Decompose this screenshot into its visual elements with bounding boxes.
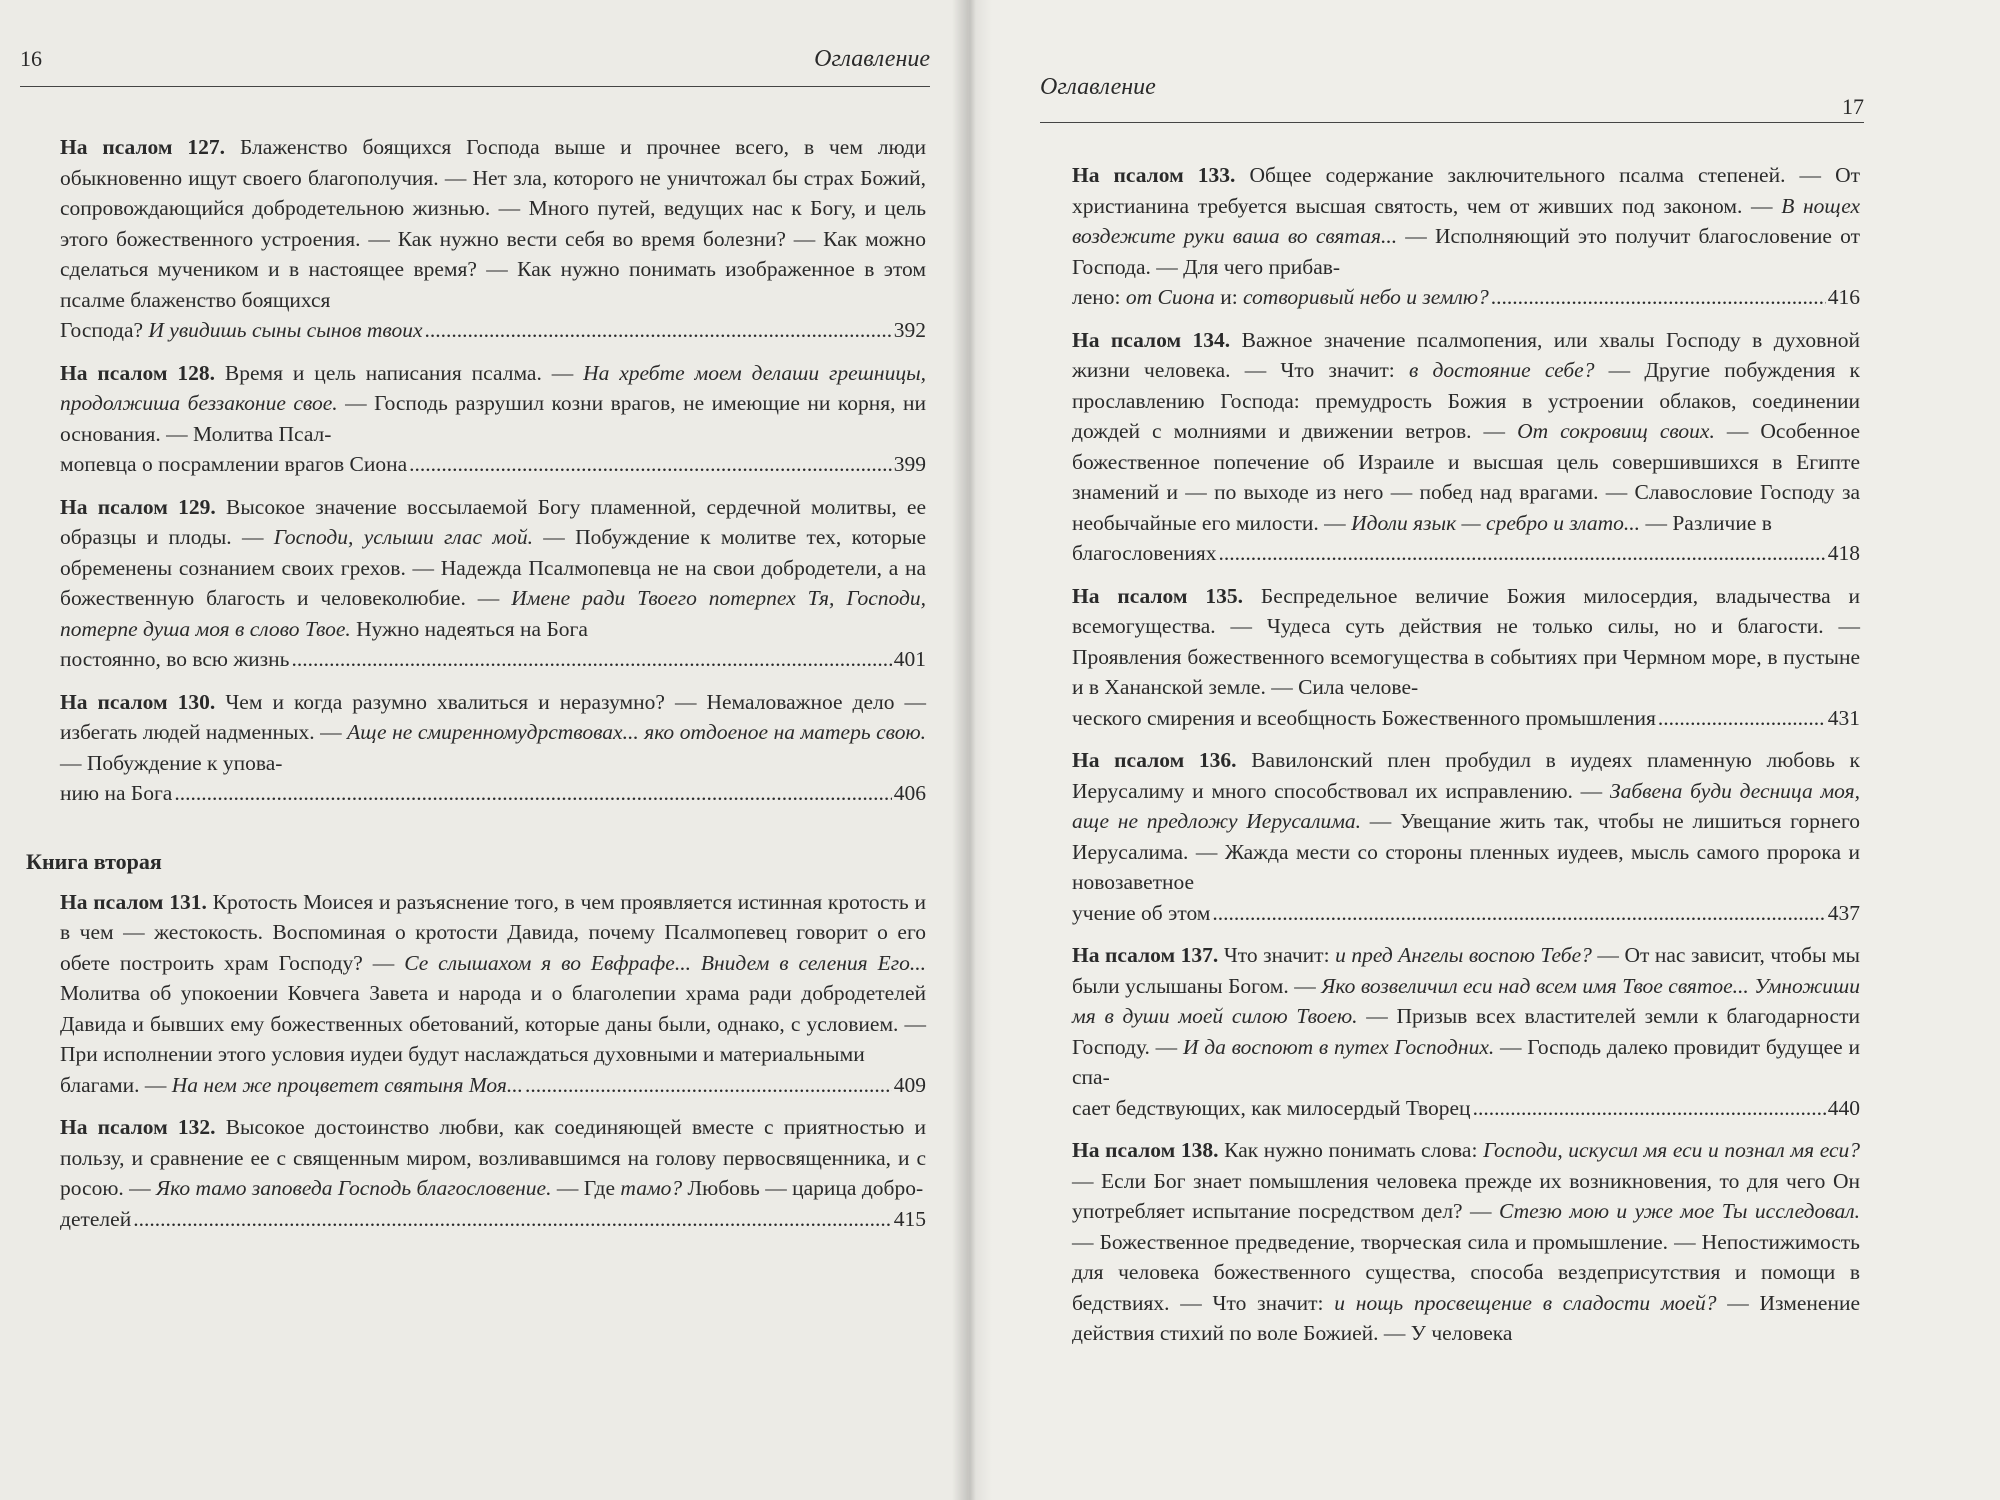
toc-entry-132: На псалом 132. Высокое достоинство любви, как соединяющей вместе с приятностью и пользу, и сравнение ее с священным миром, возливавшимся на голову первосвященника, и с росою. — Яко тамо заповеда Господь благословение. — Где тамо? Любовь — царица добро- детелей ..... 415 xyxy=(60,1112,926,1234)
entry-last-line: мопевца о посрамлении врагов Сиона ..... 399 xyxy=(60,449,926,480)
entry-last-line: лено: от Сиона и: сотворивый небо и землю? ..... 416 xyxy=(1072,282,1860,313)
right-header xyxy=(1040,74,1864,119)
entry-page: 437 xyxy=(1827,900,1860,925)
running-head: Оглавление xyxy=(814,46,930,72)
toc-entry-135: На псалом 135. Беспредельное величие Божия милосердия, владычества и всемогущества. — Чудеса суть действия не только силы, но и благости. — Проявления божественного всемогущества в событиях при Чермном море, в пустыне и в Хананской земле. — Сила челове- ческого смирения и всеобщность Божественного промышления ..... 431 xyxy=(1072,581,1860,734)
toc-entry-130: На псалом 130. Чем и когда разумно хвалиться и неразумно? — Немаловажное дело — избегать людей надменных. — Аще не смиренномудрствовах... яко отдоеное на матерь свою. — Побуждение к упова- нию на Бога ..... 406 xyxy=(60,687,926,809)
entry-head: На псалом 134. xyxy=(1072,327,1231,352)
toc-entry-136: На псалом 136. Вавилонский плен пробудил в иудеях пламенную любовь к Иерусалиму и много способствовал их исправлению. — Забвена буди десница моя, аще не предложу Иерусалима. — Увещание жить так, чтобы не лишиться горнего Иерусалима. — Жажда мести со стороны пленных иудеев, мысль самого пророка и новозаветное учение об этом ..... 437 xyxy=(1072,745,1860,928)
entry-page: 409 xyxy=(893,1072,926,1097)
dot-leader xyxy=(133,1204,892,1235)
entry-last-line: благословениях ..... 418 xyxy=(1072,538,1860,569)
dot-leader xyxy=(174,778,891,809)
dot-leader xyxy=(292,644,892,675)
left-content xyxy=(26,132,927,1246)
page-number: 16 xyxy=(20,46,42,71)
entry-last-line: Господа? И увидишь сыны сынов твоих ..... 392 xyxy=(60,315,926,346)
toc-entry-134: На псалом 134. Важное значение псалмопения, или хвалы Господу в духовной жизни человека. — Что значит: в достояние себе? — Другие побуждения к прославлению Господа: премудрость Божия в устроении облаков, соединении дождей с молниями и движении ветров. — От сокровищ своих. — Особенное божественное попечение об Израиле и высшая цель совершившихся в Египте знамений и — по выходе из него — побед над врагами. — Славословие Господу за необычайные его милости. — Идоли язык — сребро и злато... — Различие в благословениях ..... 418 xyxy=(1072,325,1860,569)
toc-entry-128: На псалом 128. Время и цель написания псалма. — На хребте моем делаши грешницы, продолжиша беззаконие свое. — Господь разрушил козни врагов, не имеющие ни корня, ни основания. — Молитва Псал- мопевца о посрамлении врагов Сиона ..... 399 xyxy=(60,358,926,480)
toc-entry-127 xyxy=(60,132,926,346)
entry-page: 401 xyxy=(893,647,926,671)
header-rule xyxy=(20,86,930,87)
entry-head: На псалом 133. xyxy=(1072,163,1236,187)
entry-page: 392 xyxy=(893,318,926,342)
dot-leader xyxy=(1219,538,1826,569)
dot-leader xyxy=(409,449,892,480)
running-head: Оглавление xyxy=(1040,74,1156,100)
entry-page: 440 xyxy=(1827,1095,1860,1120)
entry-head: На псалом 130. xyxy=(60,689,216,714)
entry-last-line: нию на Бога ..... 406 xyxy=(60,778,926,809)
entry-last-line: благами. — На нем же процветет святыня Моя... ..... 409 xyxy=(60,1070,926,1101)
toc-entry-138: На псалом 138. Как нужно понимать слова: Господи, искусил мя еси и познал мя еси? — Если Бог знает помышления человека прежде их возникновения, то для чего Он употребляет испытание посредством дел? — Стезю мою и уже мое Ты исследовал. — Божественное предведение, творческая сила и промышление. — Непостижимость для человека божественного существа, способа вездеприсутствия и помощи в бедствиях. — Что значит: и нощь просвещение в сладости моей? — Изменение действия стихий по воле Божией. — У человека xyxy=(1072,1138,1860,1345)
entry-page: 431 xyxy=(1827,705,1860,730)
dot-leader xyxy=(1473,1093,1826,1124)
entry-head: На псалом 138. xyxy=(1072,1138,1219,1162)
dot-leader xyxy=(1491,282,1826,313)
entry-last-line: сает бедствующих, как милосердый Творец ..... 440 xyxy=(1072,1093,1860,1124)
entry-last-line: ческого смирения и всеобщность Божественного промышления ..... 431 xyxy=(1072,703,1860,734)
toc-entry-129: На псалом 129. Высокое значение воссылаемой Богу пламенной, сердечной молитвы, ее образцы и плоды. — Господи, услыши глас мой. — Побуждение к молитве тех, которые обременены сознанием своих грехов. — Надежда Псалмопевца не на свои добродетели, а на божественную благость и человеколюбие. — Имене ради Твоего потерпех Тя, Господи, потерпе душа моя в слово Твое. Нужно надеяться на Бога постоянно, во всю жизнь ..... 401 xyxy=(60,492,926,675)
entry-head: На псалом 135. xyxy=(1072,583,1243,608)
toc-entry-131: На псалом 131. Кротость Моисея и разъяснение того, в чем проявляется истинная кротость и в чем — жестокость. Воспоминая о кротости Давида, почему Псалмопевец говорит о его обете построить храм Господу? — Се слышахом я во Евфрафе... Внидем в селения Его... Молитва об упокоении Ковчега Завета и народа и о благолепии храма ради добродетелей Давида и бывших ему божественных обетований, которые даны были, однако, с условием. — При исполнении этого условия иудеи будут наслаждаться духовными и материальными благами. — На нем же процветет святыня Моя... ..... 409 xyxy=(60,887,926,1101)
dot-leader xyxy=(1658,703,1826,734)
entry-head: На псалом 127. xyxy=(60,135,226,159)
entry-text: Блаженство боящихся Господа выше и прочнее всего, в чем люди обыкновенно ищут своего благополучия. — Нет зла, которого не уничтожал бы страх Божий, сопровождающийся добродетельною жизнью. — Много путей, ведущих нас к Богу, и цель этого божественного устроения. — Как нужно вести себя во время болезни? — Как можно сделаться мучеником и в настоящее время? — Как нужно понимать изображенное в этом псалме блаженство боящихся xyxy=(60,135,926,312)
dot-leader xyxy=(425,315,892,346)
section-title: Книга вторая xyxy=(26,848,162,874)
entry-head: На псалом 137. xyxy=(1072,943,1219,967)
entry-head: На псалом 131. xyxy=(60,889,207,914)
dot-leader xyxy=(525,1070,892,1101)
toc-entry-137: На псалом 137. Что значит: и пред Ангелы воспою Тебе? — От нас зависит, чтобы мы были услышаны Богом. — Яко возвеличил еси над всем имя Твое святое... Умножиши мя в души моей силою Твоею. — Призыв всех властителей земли к благодарности Господу. — И да воспоют в путех Господних. — Господь далеко провидит будущее и спа- сает бедствующих, как милосердый Творец ..... 440 xyxy=(1072,940,1860,1123)
entry-page: 406 xyxy=(893,781,926,805)
entry-last-line: постоянно, во всю жизнь ..... 401 xyxy=(60,644,926,675)
entry-head: На псалом 129. xyxy=(60,494,216,519)
dot-leader xyxy=(1212,898,1825,929)
entry-page: 416 xyxy=(1827,285,1860,309)
page-number: 17 xyxy=(1842,94,1864,119)
entry-head: На псалом 136. xyxy=(1072,748,1237,772)
left-page xyxy=(0,0,968,1500)
entry-head: На псалом 132. xyxy=(60,1115,216,1139)
entry-page: 415 xyxy=(893,1206,926,1231)
entry-head: На псалом 128. xyxy=(60,360,216,385)
entry-last-line: детелей ..... 415 xyxy=(60,1204,926,1235)
entry-last-line: учение об этом ..... 437 xyxy=(1072,898,1860,929)
entry-page: 399 xyxy=(893,452,926,476)
header-rule xyxy=(1040,122,1864,123)
left-header xyxy=(20,46,930,86)
toc-entry-133: На псалом 133. Общее содержание заключительного псалма степеней. — От христианина требуется высшая святость, чем от живших под законом. — В нощех воздежите руки ваша во святая... — Исполняющий это получит благословение от Господа. — Для чего прибав- лено: от Сиона и: сотворивый небо и землю? ..... 416 xyxy=(1072,160,1860,313)
right-page xyxy=(968,0,2000,1500)
right-content xyxy=(1072,160,1860,1361)
entry-page: 418 xyxy=(1827,541,1860,565)
